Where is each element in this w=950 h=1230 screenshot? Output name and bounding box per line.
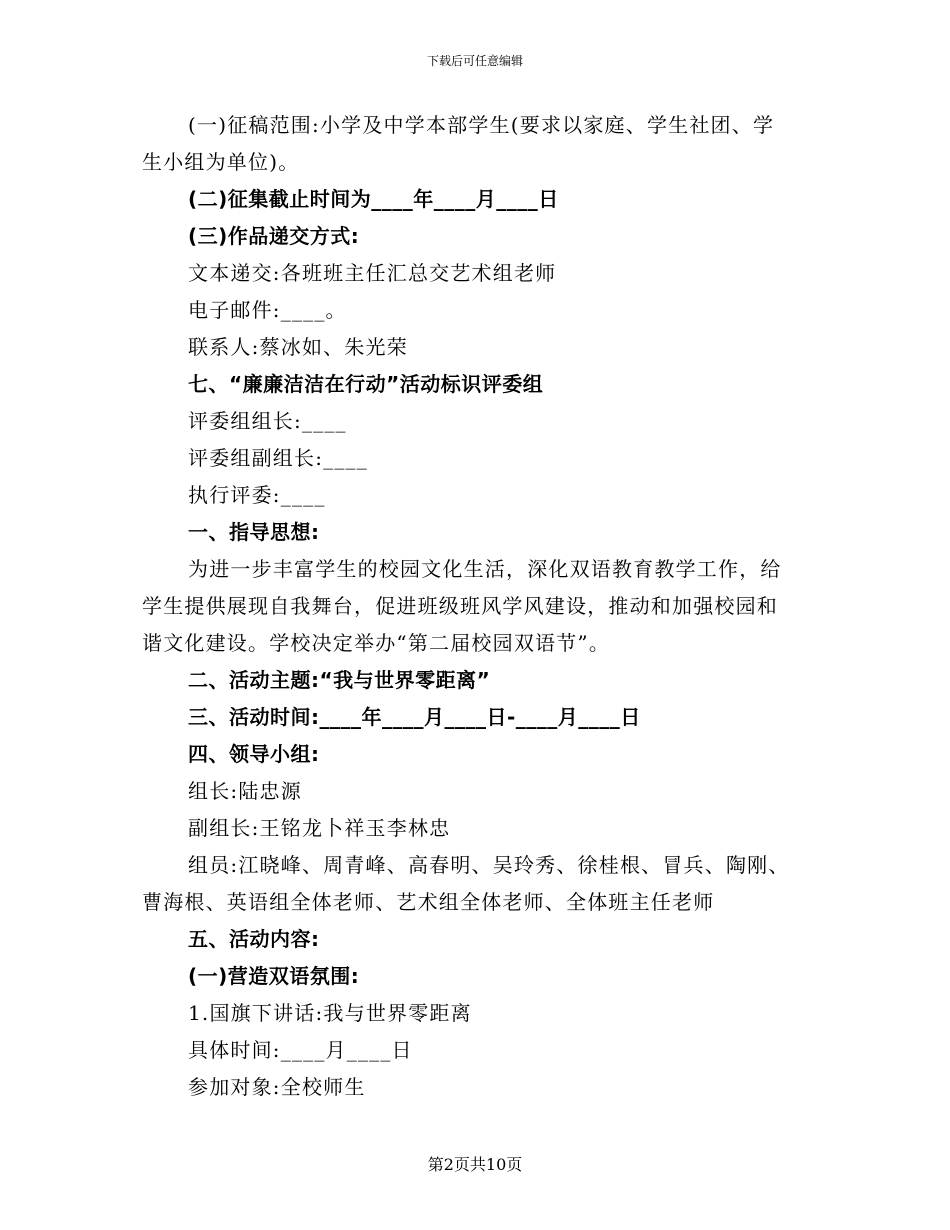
paragraph-line: 文本递交:各班班主任汇总交艺术组老师 — [188, 261, 557, 285]
page-header-note: 下载后可任意编辑 — [426, 54, 523, 68]
paragraph-line: 组员:江晓峰、周青峰、高春明、吴玲秀、徐桂根、冒兵、陶刚、 — [188, 853, 790, 877]
paragraph-line: 为进一步丰富学生的校园文化生活，深化双语教育教学工作，给 — [188, 557, 782, 581]
section-heading: 二、活动主题:“我与世界零距离” — [188, 668, 491, 692]
paragraph-line: 组长:陆忠源 — [188, 779, 302, 803]
section-heading: 七、“廉廉洁洁在行动”活动标识评委组 — [188, 372, 544, 396]
section-heading: 三、活动时间:____年____月____日-____月____日 — [188, 705, 641, 729]
section-heading: (三)作品递交方式: — [188, 224, 360, 248]
paragraph-line: 电子邮件:____。 — [188, 298, 347, 322]
paragraph-line: 谐文化建设。学校决定举办“第二届校园双语节”。 — [142, 631, 611, 655]
paragraph-line: (一)征稿范围:小学及中学本部学生(要求以家庭、学生社团、学 — [188, 113, 775, 137]
paragraph-line: 执行评委:____ — [188, 483, 326, 507]
paragraph-line: 副组长:王铭龙卜祥玉李林忠 — [188, 816, 451, 840]
paragraph-line: 学生提供展现自我舞台，促进班级班风学风建设，推动和加强校园和 — [142, 594, 778, 618]
paragraph-line: 评委组副组长:____ — [188, 446, 368, 470]
page-number: 第2页共10页 — [427, 1155, 523, 1174]
section-heading: (二)征集截止时间为____年____月____日 — [188, 187, 559, 211]
section-heading: 一、指导思想: — [188, 520, 320, 544]
paragraph-line: 评委组组长:____ — [188, 409, 347, 433]
paragraph-line: 联系人:蔡冰如、朱光荣 — [188, 335, 408, 359]
section-heading: 四、领导小组: — [188, 742, 320, 766]
section-heading: (一)营造双语氛围: — [188, 964, 360, 988]
paragraph-line: 1.国旗下讲话:我与世界零距离 — [188, 1001, 472, 1025]
paragraph-line: 曹海根、英语组全体老师、艺术组全体老师、全体班主任老师 — [142, 890, 715, 914]
paragraph-line: 生小组为单位)。 — [142, 150, 300, 174]
paragraph-line: 具体时间:____月____日 — [188, 1038, 413, 1062]
section-heading: 五、活动内容: — [188, 927, 320, 951]
document-body — [142, 107, 802, 1106]
paragraph-line: 参加对象:全校师生 — [188, 1075, 366, 1099]
